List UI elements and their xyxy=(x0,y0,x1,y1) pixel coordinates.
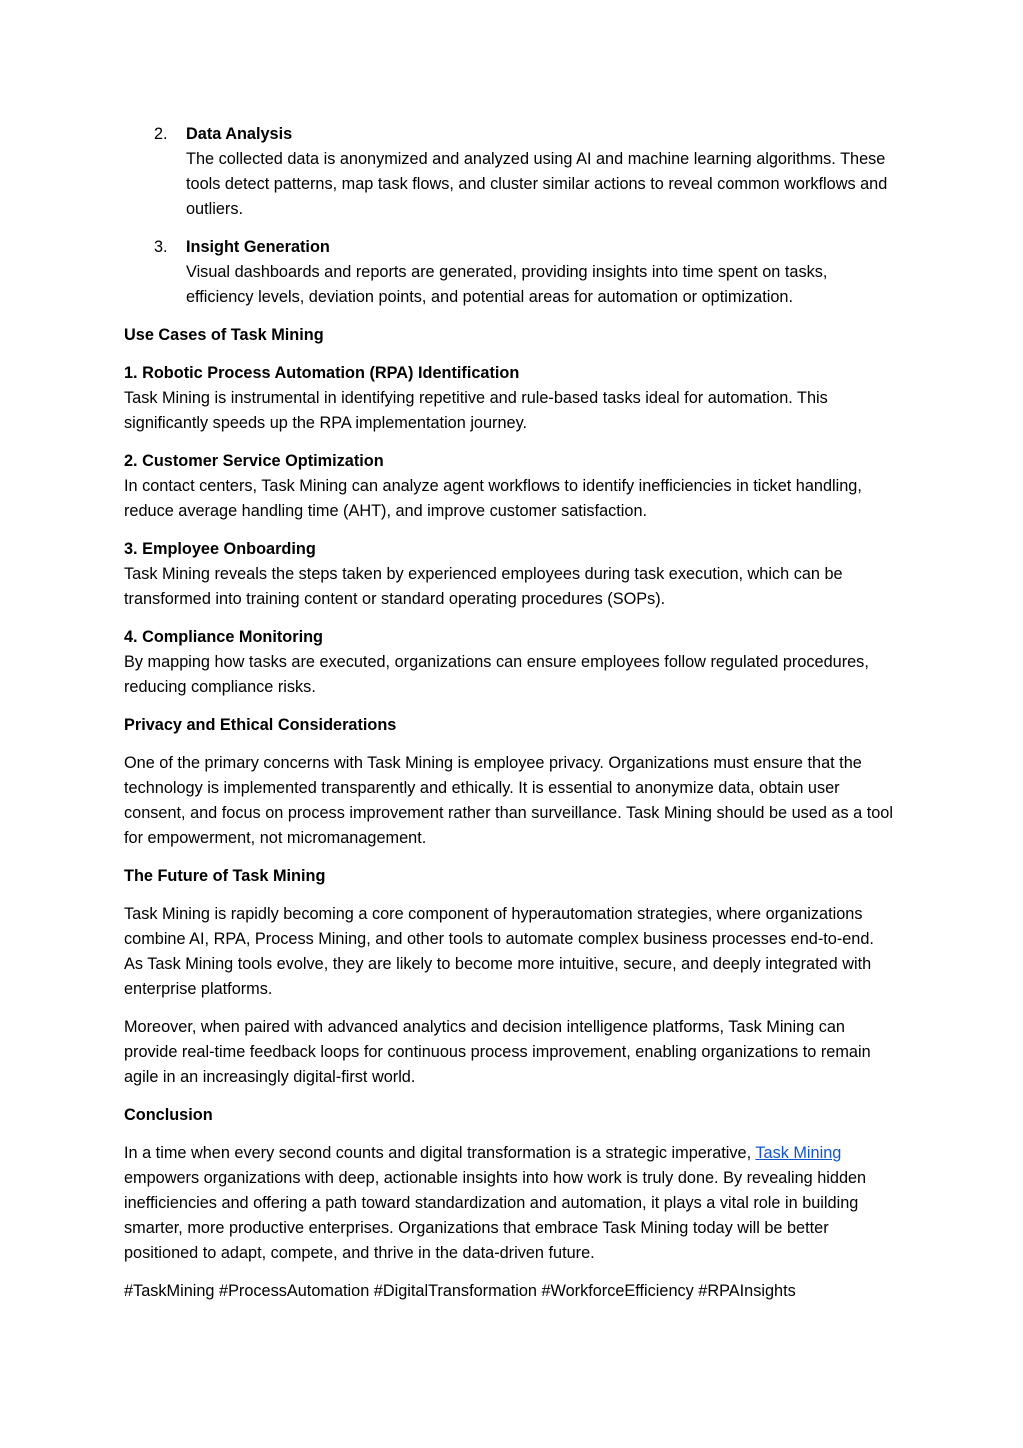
list-item-title: Data Analysis xyxy=(186,125,293,143)
use-case-text: Task Mining reveals the steps taken by experienced employees during task execution, which can be transformed into training content or standard operating procedures (SOPs). xyxy=(124,565,843,608)
use-case-title: 3. Employee Onboarding xyxy=(124,540,316,558)
privacy-heading: Privacy and Ethical Considerations xyxy=(124,716,397,734)
conclusion-text-after-link: empowers organizations with deep, actionable insights into how work is truly done. By revealing hidden inefficiencies and offering a path toward standardization and automation, it plays a vital role in building smarter, more productive enterprises. Organizations that embrace Task Mining today will be better positioned to adapt, compete, and thrive in the data-driven future. xyxy=(124,1169,867,1262)
list-item-text: Visual dashboards and reports are generated, providing insights into time spent on tasks, efficiency levels, deviation points, and potential areas for automation or optimization. xyxy=(186,263,828,306)
use-case-text: In contact centers, Task Mining can analyze agent workflows to identify inefficiencies in ticket handling, reduce average handling time (AHT), and improve customer satisfaction. xyxy=(124,477,862,520)
future-heading: The Future of Task Mining xyxy=(124,867,326,885)
use-cases-heading: Use Cases of Task Mining xyxy=(124,326,324,344)
use-case-text: Task Mining is instrumental in identifying repetitive and rule-based tasks ideal for automation. This significantly speeds up the RPA implementation journey. xyxy=(124,389,828,432)
list-item-text: The collected data is anonymized and analyzed using AI and machine learning algorithms. These tools detect patterns, map task flows, and cluster similar actions to reveal common workflows and outliers. xyxy=(186,150,888,218)
use-case-onboarding xyxy=(124,537,896,612)
task-mining-link[interactable]: Task Mining xyxy=(755,1144,842,1162)
list-item-insight-generation xyxy=(124,235,896,310)
use-case-rpa xyxy=(124,361,896,436)
use-case-title: 1. Robotic Process Automation (RPA) Identification xyxy=(124,364,520,382)
use-case-text: By mapping how tasks are executed, organizations can ensure employees follow regulated procedures, reducing compliance risks. xyxy=(124,653,869,696)
use-case-customer-service xyxy=(124,449,896,524)
list-item-data-analysis xyxy=(124,122,896,222)
use-case-compliance xyxy=(124,625,896,700)
list-number: 3. xyxy=(154,238,168,256)
numbered-list xyxy=(124,122,896,310)
list-number: 2. xyxy=(154,125,168,143)
future-paragraph: Moreover, when paired with advanced analytics and decision intelligence platforms, Task Mining can provide real-time feedback loops for continuous process improvement, enabling organizations to remain agile in an increasingly digital-first world. xyxy=(124,1018,871,1086)
conclusion-text-before-link: In a time when every second counts and digital transformation is a strategic imperative, xyxy=(124,1144,756,1162)
future-paragraph: Task Mining is rapidly becoming a core component of hyperautomation strategies, where organizations combine AI, RPA, Process Mining, and other tools to automate complex business processes end-to-end. As Task Mining tools evolve, they are likely to become more intuitive, secure, and deeply integrated with enterprise platforms. xyxy=(124,905,874,998)
use-case-title: 2. Customer Service Optimization xyxy=(124,452,384,470)
hashtags: #TaskMining #ProcessAutomation #DigitalTransformation #WorkforceEfficiency #RPAInsights xyxy=(124,1282,796,1300)
document-page xyxy=(124,122,896,1317)
conclusion-paragraph xyxy=(124,1141,896,1266)
list-item-title: Insight Generation xyxy=(186,238,330,256)
conclusion-heading: Conclusion xyxy=(124,1106,213,1124)
use-case-title: 4. Compliance Monitoring xyxy=(124,628,324,646)
privacy-paragraph: One of the primary concerns with Task Mining is employee privacy. Organizations must ensure that the technology is implemented transparently and ethically. It is essential to anonymize data, obtain user consent, and focus on process improvement rather than surveillance. Task Mining should be used as a tool for empowerment, not micromanagement. xyxy=(124,754,893,847)
